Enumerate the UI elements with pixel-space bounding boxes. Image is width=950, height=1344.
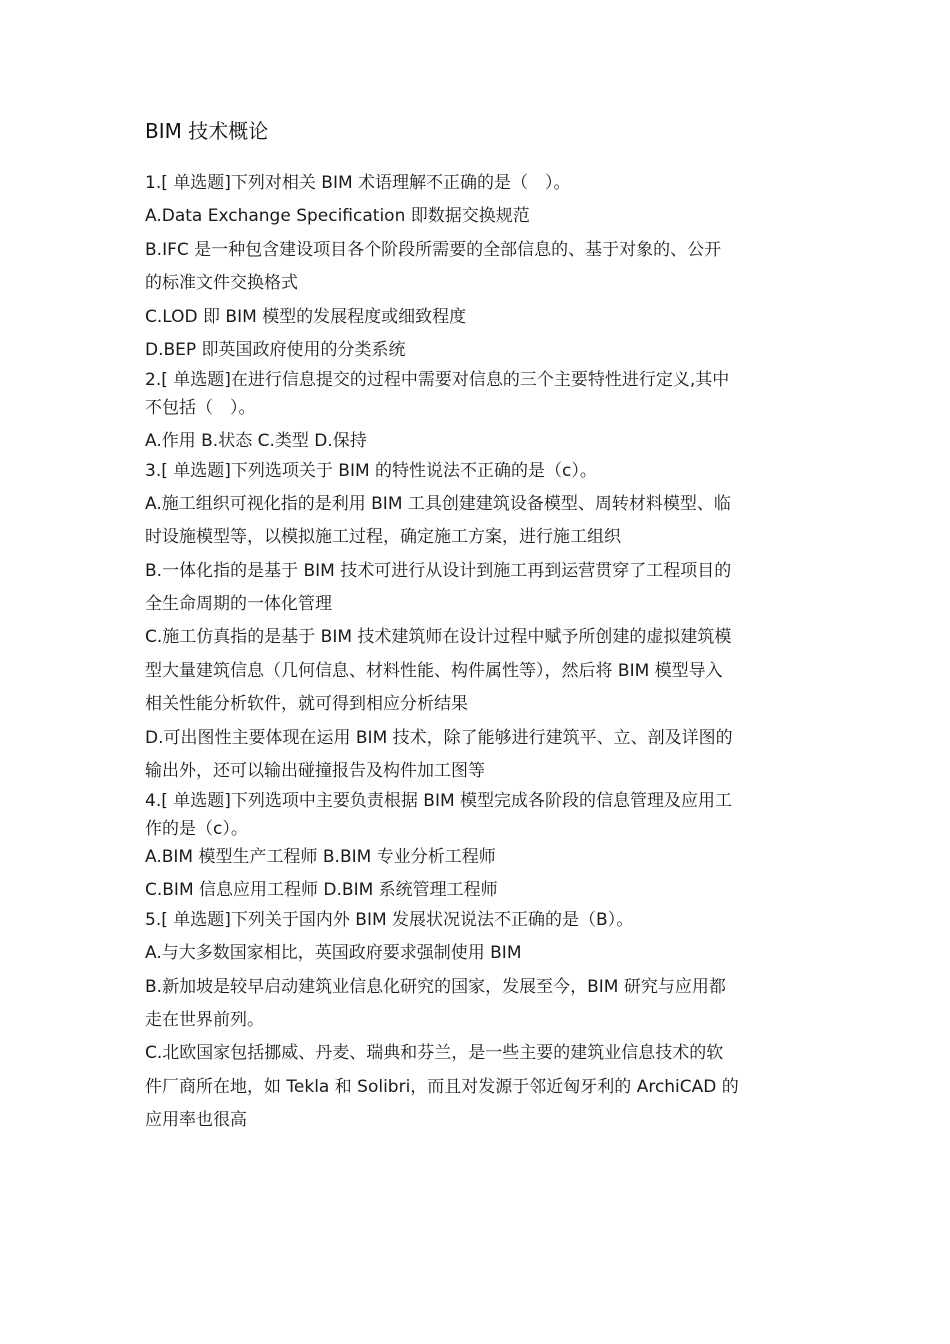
question-5-option-b: B.新加坡是较早启动建筑业信息化研究的国家，发展至今，BIM 研究与应用都 bbox=[145, 977, 726, 997]
question-1-option-c: C.LOD 即 BIM 模型的发展程度或细致程度 bbox=[145, 307, 467, 327]
question-5-stem: 5.[ 单选题]下列关于国内外 BIM 发展状况说法不正确的是（B）。 bbox=[145, 910, 634, 930]
question-3-option-a-cont: 时设施模型等，以模拟施工过程，确定施工方案，进行施工组织 bbox=[145, 527, 621, 547]
question-5-option-c: C.北欧国家包括挪威、丹麦、瑞典和芬兰，是一些主要的建筑业信息技术的软 bbox=[145, 1043, 724, 1063]
question-3-option-c-cont-2: 相关性能分析软件，就可得到相应分析结果 bbox=[145, 694, 468, 714]
question-3-option-d: D.可出图性主要体现在运用 BIM 技术，除了能够进行建筑平、立、剖及详图的 bbox=[145, 728, 733, 748]
question-3-option-b: B.一体化指的是基于 BIM 技术可进行从设计到施工再到运营贯穿了工程项目的 bbox=[145, 561, 732, 581]
question-1-option-a: A.Data Exchange Specification 即数据交换规范 bbox=[145, 206, 530, 226]
question-1-option-d: D.BEP 即英国政府使用的分类系统 bbox=[145, 340, 406, 360]
question-4-options-cd: C.BIM 信息应用工程师 D.BIM 系统管理工程师 bbox=[145, 880, 498, 900]
question-3-option-c: C.施工仿真指的是基于 BIM 技术建筑师在设计过程中赋予所创建的虚拟建筑模 bbox=[145, 627, 732, 647]
question-5-option-c-cont-1: 件厂商所在地，如 Tekla 和 Solibri，而且对发源于邻近匈牙利的 ArchiCAD 的 bbox=[145, 1077, 739, 1097]
question-1-option-b: B.IFC 是一种包含建设项目各个阶段所需要的全部信息的、基于对象的、公开 bbox=[145, 240, 722, 260]
question-1-option-b-cont: 的标准文件交换格式 bbox=[145, 273, 298, 293]
question-4-stem: 4.[ 单选题]下列选项中主要负责根据 BIM 模型完成各阶段的信息管理及应用工 bbox=[145, 791, 733, 811]
question-3-option-b-cont: 全生命周期的一体化管理 bbox=[145, 594, 332, 614]
question-3-stem: 3.[ 单选题]下列选项关于 BIM 的特性说法不正确的是（c）。 bbox=[145, 461, 597, 481]
question-5-option-b-cont: 走在世界前列。 bbox=[145, 1010, 264, 1030]
question-4-options-ab: A.BIM 模型生产工程师 B.BIM 专业分析工程师 bbox=[145, 847, 496, 867]
question-3-option-c-cont-1: 型大量建筑信息（几何信息、材料性能、构件属性等），然后将 BIM 模型导入 bbox=[145, 661, 723, 681]
question-5-option-a: A.与大多数国家相比，英国政府要求强制使用 BIM bbox=[145, 943, 522, 963]
question-2-options: A.作用 B.状态 C.类型 D.保持 bbox=[145, 431, 367, 451]
question-1-stem: 1.[ 单选题]下列对相关 BIM 术语理解不正确的是（ ）。 bbox=[145, 173, 571, 193]
question-2-stem-cont: 不包括（ ）。 bbox=[145, 398, 256, 418]
question-3-option-a: A.施工组织可视化指的是利用 BIM 工具创建建筑设备模型、周转材料模型、临 bbox=[145, 494, 731, 514]
question-2-stem: 2.[ 单选题]在进行信息提交的过程中需要对信息的三个主要特性进行定义,其中 bbox=[145, 370, 730, 390]
question-3-option-d-cont: 输出外，还可以输出碰撞报告及构件加工图等 bbox=[145, 761, 485, 781]
question-5-option-c-cont-2: 应用率也很高 bbox=[145, 1110, 247, 1130]
document-title: BIM 技术概论 bbox=[145, 119, 269, 143]
question-4-stem-cont: 作的是（c）。 bbox=[145, 819, 248, 839]
